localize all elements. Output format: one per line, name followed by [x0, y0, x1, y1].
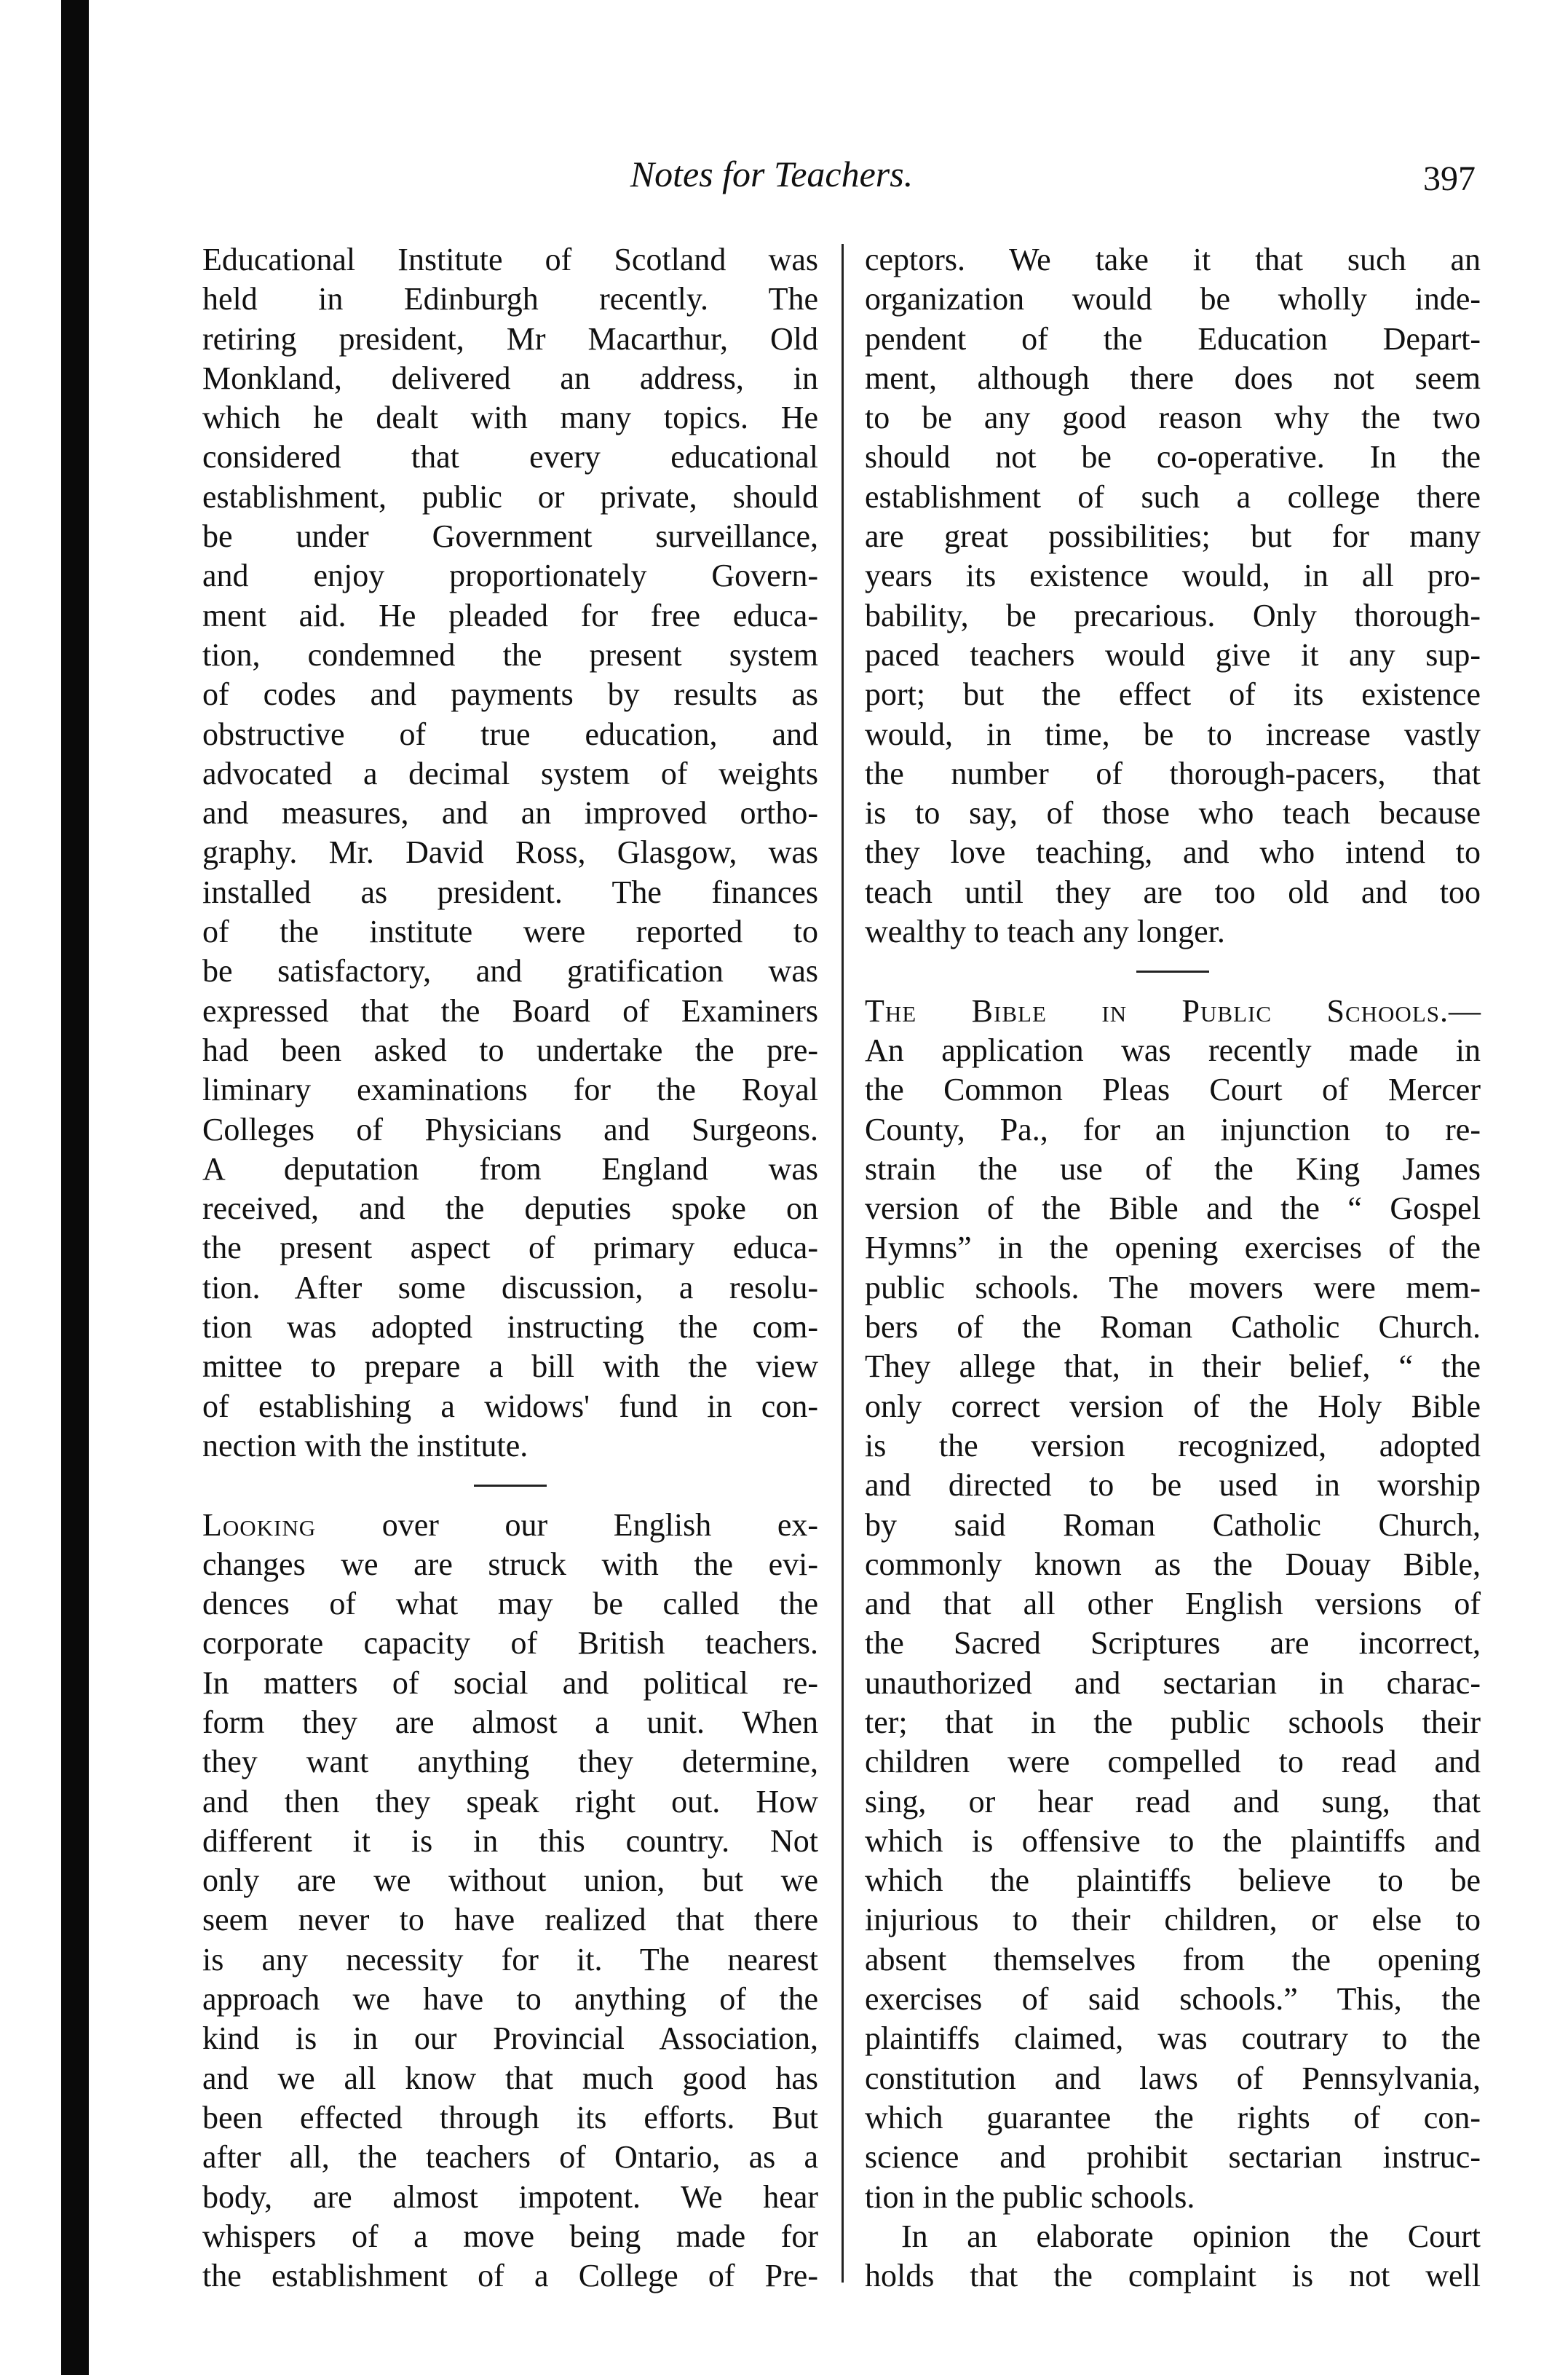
- line-text: They allege that, in their belief, “ the: [865, 1348, 1481, 1385]
- line-text: corporate capacity of British teachers.: [202, 1625, 818, 1661]
- line-text: which the plaintiffs believe to be: [865, 1862, 1481, 1899]
- line-text: Colleges of Physicians and Surgeons.: [202, 1111, 818, 1147]
- text-line: [202, 280, 818, 319]
- text-line: [202, 1545, 818, 1584]
- text-line: [202, 556, 818, 596]
- line-text: seem never to have realized that there: [202, 1902, 818, 1938]
- line-text: they love teaching, and who intend to: [865, 834, 1481, 871]
- section-divider: [202, 1466, 818, 1505]
- line-text: the present aspect of primary educa-: [202, 1230, 818, 1266]
- line-text: the number of thorough-pacers, that: [865, 755, 1481, 791]
- line-text: tion in the public schools.: [865, 2178, 1195, 2215]
- line-text: and enjoy proportionately Govern-: [202, 558, 818, 594]
- line-text: only are we without union, but we: [202, 1862, 818, 1899]
- line-text: ment aid. He pleaded for free educa-: [202, 597, 818, 633]
- page-number: 397: [1423, 159, 1476, 198]
- line-text: expressed that the Board of Examiners: [202, 992, 818, 1029]
- line-text: Monkland, delivered an address, in: [202, 360, 818, 396]
- text-line: [202, 1664, 818, 1703]
- line-text: and then they speak right out. How: [202, 1783, 818, 1819]
- line-text: considered that every educational: [202, 439, 818, 475]
- line-text: ter; that in the public schools their: [865, 1704, 1481, 1740]
- text-line: [865, 715, 1481, 754]
- line-text: body, are almost impotent. We hear: [202, 2178, 818, 2215]
- right-column: [865, 240, 1481, 2296]
- text-line: [202, 873, 818, 912]
- line-text: liminary examinations for the Royal: [202, 1072, 818, 1108]
- text-line: [202, 1861, 818, 1900]
- line-text: advocated a decimal system of weights: [202, 755, 818, 791]
- text-line: [202, 1110, 818, 1150]
- line-text: had been asked to undertake the pre-: [202, 1032, 818, 1068]
- line-text: whispers of a move being made for: [202, 2218, 818, 2254]
- line-text: holds that the complaint is not well: [865, 2258, 1481, 2294]
- text-line: [202, 1822, 818, 1861]
- text-line: [202, 794, 818, 833]
- small-caps-lead: The Bible in Public Schools.: [865, 992, 1449, 1029]
- text-line: [865, 556, 1481, 596]
- line-text: by said Roman Catholic Church,: [865, 1506, 1481, 1543]
- text-line: [865, 2178, 1481, 2217]
- text-line: [865, 280, 1481, 319]
- text-line: [202, 1426, 818, 1466]
- line-text: is any necessity for it. The nearest: [202, 1941, 818, 1977]
- text-line: [865, 992, 1481, 1031]
- text-line: [202, 715, 818, 754]
- text-line: [202, 359, 818, 398]
- text-line: [202, 2138, 818, 2177]
- line-text: and that all other English versions of: [865, 1586, 1481, 1622]
- text-line: [202, 2256, 818, 2296]
- text-line: [865, 794, 1481, 833]
- left-column: [202, 240, 818, 2296]
- line-text: to be any good reason why the two: [865, 400, 1481, 436]
- text-line: [865, 675, 1481, 714]
- line-text: exercises of said schools.” This, the: [865, 1981, 1481, 2018]
- text-line: [202, 2059, 818, 2098]
- text-line: [202, 1189, 818, 1228]
- line-text: pendent of the Education Depart-: [865, 320, 1481, 357]
- line-text: In an elaborate opinion the Court: [901, 2218, 1481, 2254]
- line-text: port; but the effect of its existence: [865, 676, 1481, 713]
- line-text: public schools. The movers were mem-: [865, 1269, 1481, 1305]
- text-line: [202, 1070, 818, 1110]
- line-text: version of the Bible and the “ Gospel: [865, 1190, 1481, 1227]
- text-line: [202, 754, 818, 794]
- text-line: [202, 1031, 818, 1070]
- text-line: [865, 912, 1481, 952]
- line-text: years its existence would, in all pro-: [865, 558, 1481, 594]
- text-line: [202, 478, 818, 517]
- text-line: [865, 1861, 1481, 1900]
- line-text: is the version recognized, adopted: [865, 1427, 1481, 1463]
- line-text: would, in time, be to increase vastly: [865, 716, 1481, 752]
- text-line: [202, 992, 818, 1031]
- line-text: tion, condemned the present system: [202, 636, 818, 673]
- text-line: [865, 2256, 1481, 2296]
- text-line: [865, 1308, 1481, 1347]
- line-text: In matters of social and political re-: [202, 1664, 818, 1701]
- text-line: [202, 636, 818, 675]
- text-line: [202, 675, 818, 714]
- column-rule: [842, 244, 844, 2283]
- line-text: kind is in our Provincial Association,: [202, 2020, 818, 2057]
- text-line: [865, 1387, 1481, 1426]
- line-text: —: [1449, 992, 1481, 1029]
- text-line: [865, 873, 1481, 912]
- text-line: [202, 2019, 818, 2058]
- line-text: installed as president. The finances: [202, 874, 818, 910]
- text-line: [202, 1900, 818, 1940]
- line-text: the establishment of a College of Pre-: [202, 2258, 818, 2294]
- line-text: over our English ex-: [316, 1506, 818, 1543]
- text-line: [865, 596, 1481, 636]
- text-line: [865, 754, 1481, 794]
- line-text: changes we are struck with the evi-: [202, 1546, 818, 1582]
- line-text: be under Government surveillance,: [202, 518, 818, 555]
- line-text: teach until they are too old and too: [865, 874, 1481, 910]
- line-text: children were compelled to read and: [865, 1744, 1481, 1780]
- text-line: [865, 2217, 1481, 2256]
- line-text: establishment, public or private, should: [202, 478, 818, 515]
- line-text: which he dealt with many topics. He: [202, 400, 818, 436]
- text-line: [202, 438, 818, 477]
- text-line: [202, 1703, 818, 1742]
- text-line: [865, 1506, 1481, 1545]
- line-text: plaintiffs claimed, was coutrary to the: [865, 2020, 1481, 2057]
- text-line: [865, 438, 1481, 477]
- line-text: commonly known as the Douay Bible,: [865, 1546, 1481, 1582]
- text-line: [865, 1782, 1481, 1822]
- line-text: received, and the deputies spoke on: [202, 1190, 818, 1227]
- text-line: [865, 398, 1481, 438]
- text-line: [865, 1664, 1481, 1703]
- text-line: [865, 1466, 1481, 1505]
- text-line: [865, 2019, 1481, 2058]
- text-line: [865, 478, 1481, 517]
- text-line: [202, 1308, 818, 1347]
- line-text: Educational Institute of Scotland was: [202, 242, 818, 277]
- line-text: ment, although there does not seem: [865, 360, 1481, 396]
- text-line: [865, 2059, 1481, 2098]
- line-text: paced teachers would give it any sup-: [865, 636, 1481, 673]
- text-line: [865, 517, 1481, 556]
- line-text: the Sacred Scriptures are incorrect,: [865, 1625, 1481, 1661]
- line-text: injurious to their children, or else to: [865, 1902, 1481, 1938]
- text-line: [202, 833, 818, 872]
- line-text: and we all know that much good has: [202, 2060, 818, 2096]
- line-text: strain the use of the King James: [865, 1150, 1481, 1187]
- line-text: which is offensive to the plaintiffs and: [865, 1822, 1481, 1859]
- text-line: [865, 1228, 1481, 1268]
- line-text: science and prohibit sectarian instruc-: [865, 2139, 1481, 2176]
- line-text: ceptors. We take it that such an: [865, 242, 1481, 277]
- text-line: [202, 912, 818, 952]
- text-line: [202, 1980, 818, 2019]
- text-line: [865, 1980, 1481, 2019]
- line-text: approach we have to anything of the: [202, 1981, 818, 2018]
- line-text: County, Pa., for an injunction to re-: [865, 1111, 1481, 1147]
- line-text: nection with the institute.: [202, 1427, 528, 1463]
- line-text: are great possibilities; but for many: [865, 518, 1481, 555]
- line-text: different it is in this country. Not: [202, 1822, 818, 1859]
- line-text: should not be co-operative. In the: [865, 439, 1481, 475]
- line-text: the Common Pleas Court of Mercer: [865, 1072, 1481, 1108]
- line-text: establishment of such a college there: [865, 478, 1481, 515]
- line-text: and measures, and an improved ortho-: [202, 795, 818, 831]
- line-text: Hymns” in the opening exercises of the: [865, 1230, 1481, 1266]
- text-line: [865, 1070, 1481, 1110]
- small-caps-lead: Looking: [202, 1506, 317, 1543]
- text-line: [202, 952, 818, 991]
- line-text: form they are almost a unit. When: [202, 1704, 818, 1740]
- text-line: [865, 1150, 1481, 1189]
- text-line: [865, 2138, 1481, 2177]
- line-text: be satisfactory, and gratification was: [202, 953, 818, 989]
- text-line: [865, 240, 1481, 280]
- line-text: bability, be precarious. Only thorough-: [865, 597, 1481, 633]
- text-line: [865, 1031, 1481, 1070]
- text-line: [202, 1624, 818, 1663]
- text-line: [865, 1822, 1481, 1861]
- line-text: retiring president, Mr Macarthur, Old: [202, 320, 818, 357]
- text-line: [202, 1506, 818, 1545]
- text-line: [202, 596, 818, 636]
- text-line: [202, 1742, 818, 1782]
- line-text: A deputation from England was: [202, 1150, 818, 1187]
- section-divider: [865, 952, 1481, 991]
- text-line: [865, 1624, 1481, 1663]
- text-line: [202, 2178, 818, 2217]
- text-line: [865, 1110, 1481, 1150]
- text-line: [865, 1742, 1481, 1782]
- line-text: obstructive of true education, and: [202, 716, 818, 752]
- line-text: and directed to be used in worship: [865, 1467, 1481, 1503]
- text-line: [865, 1900, 1481, 1940]
- text-line: [865, 1584, 1481, 1624]
- text-line: [202, 320, 818, 359]
- text-line: [865, 1703, 1481, 1742]
- line-text: bers of the Roman Catholic Church.: [865, 1309, 1481, 1345]
- text-line: [865, 1347, 1481, 1386]
- text-line: [202, 1150, 818, 1189]
- text-line: [865, 359, 1481, 398]
- text-line: [202, 517, 818, 556]
- line-text: only correct version of the Holy Bible: [865, 1388, 1481, 1424]
- line-text: of establishing a widows' fund in con-: [202, 1388, 818, 1424]
- text-line: [202, 1940, 818, 1980]
- line-text: held in Edinburgh recently. The: [202, 281, 818, 317]
- text-line: [865, 1268, 1481, 1308]
- line-text: graphy. Mr. David Ross, Glasgow, was: [202, 834, 818, 871]
- text-line: [202, 240, 818, 280]
- line-text: tion. After some discussion, a resolu-: [202, 1269, 818, 1305]
- line-text: after all, the teachers of Ontario, as a: [202, 2139, 818, 2176]
- text-line: [865, 2098, 1481, 2138]
- text-line: [202, 1228, 818, 1268]
- text-line: [202, 1782, 818, 1822]
- running-head-title: Notes for Teachers.: [630, 154, 914, 194]
- line-text: mittee to prepare a bill with the view: [202, 1348, 818, 1385]
- text-line: [202, 1584, 818, 1624]
- page-binding-edge: [61, 0, 89, 2375]
- line-text: of codes and payments by results as: [202, 676, 818, 713]
- text-line: [202, 2098, 818, 2138]
- line-text: they want anything they determine,: [202, 1744, 818, 1780]
- text-line: [202, 1268, 818, 1308]
- line-text: tion was adopted instructing the com-: [202, 1309, 818, 1345]
- text-line: [202, 1387, 818, 1426]
- line-text: unauthorized and sectarian in charac-: [865, 1664, 1481, 1701]
- text-line: [865, 833, 1481, 872]
- line-text: organization would be wholly inde-: [865, 281, 1481, 317]
- text-line: [202, 2217, 818, 2256]
- line-text: of the institute were reported to: [202, 914, 818, 950]
- line-text: An application was recently made in: [865, 1032, 1481, 1068]
- text-line: [865, 1545, 1481, 1584]
- line-text: is to say, of those who teach because: [865, 795, 1481, 831]
- line-text: constitution and laws of Pennsylvania,: [865, 2060, 1481, 2096]
- line-text: wealthy to teach any longer.: [865, 914, 1225, 950]
- text-line: [202, 1347, 818, 1386]
- text-line: [202, 398, 818, 438]
- text-line: [865, 1940, 1481, 1980]
- text-line: [865, 636, 1481, 675]
- line-text: sing, or hear read and sung, that: [865, 1783, 1481, 1819]
- line-text: been effected through its efforts. But: [202, 2099, 818, 2135]
- text-line: [865, 1426, 1481, 1466]
- line-text: which guarantee the rights of con-: [865, 2099, 1481, 2135]
- line-text: absent themselves from the opening: [865, 1941, 1481, 1977]
- text-line: [865, 320, 1481, 359]
- text-line: [865, 1189, 1481, 1228]
- line-text: dences of what may be called the: [202, 1586, 818, 1622]
